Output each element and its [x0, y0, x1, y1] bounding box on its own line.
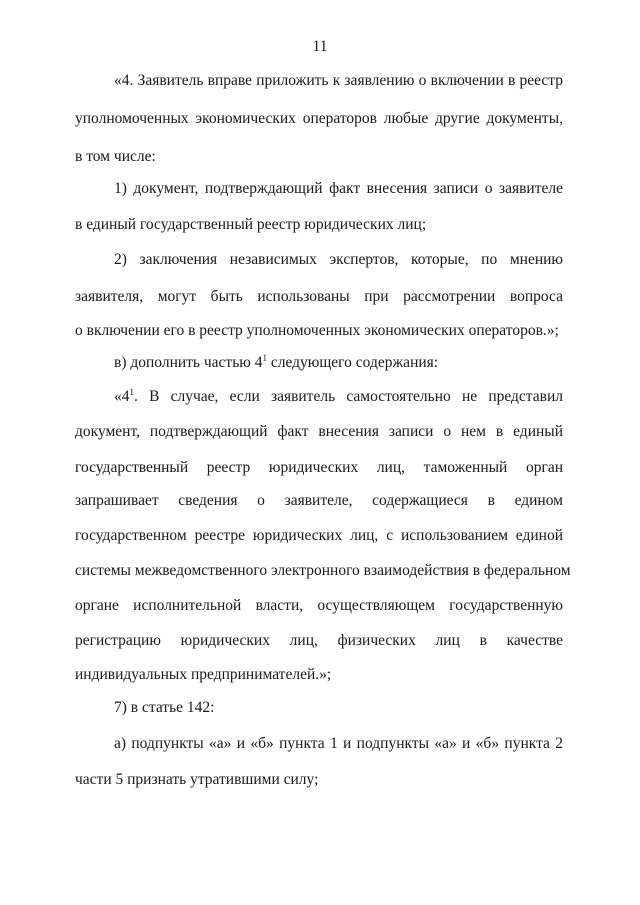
text-line-with-superscript	[114, 354, 563, 372]
text-line: части 5 признать утратившими силу;	[75, 771, 319, 788]
text-line: заявителя, могут быть использованы при рассмотрении вопроса	[75, 288, 563, 305]
text-fragment: следующего содержания:	[266, 354, 439, 371]
text-line: государственном реестре юридических лиц, с использованием единой	[75, 527, 563, 544]
text-line: в единый государственный реестр юридических лиц;	[75, 216, 427, 233]
text-line: органе исполнительной власти, осуществляющем государственную	[75, 597, 563, 614]
text-line: о включении его в реестр уполномоченных экономических операторов.»;	[75, 322, 559, 339]
text-line: 2) заключения независимых экспертов, которые, по мнению	[114, 251, 563, 268]
text-fragment: «4	[114, 388, 130, 405]
text-line: 7) в статье 142:	[114, 699, 215, 716]
superscript: 1	[129, 387, 134, 397]
text-line: а) подпункты «а» и «б» пункта 1 и подпункты «а» и «б» пункта 2	[114, 735, 563, 752]
text-line: 1) документ, подтверждающий факт внесения записи о заявителе	[114, 180, 563, 197]
text-line: государственный реестр юридических лиц, таможенный орган	[75, 459, 563, 476]
text-fragment: в) дополнить частью 4	[114, 354, 263, 371]
superscript: 1	[262, 353, 267, 363]
text-line: регистрацию юридических лиц, физических лиц в качестве	[75, 632, 563, 649]
text-fragment: . В случае, если заявитель самостоятельно не представил	[134, 388, 563, 405]
text-line: документ, подтверждающий факт внесения записи о нем в единый	[75, 423, 563, 440]
text-line: индивидуальных предпринимателей.»;	[75, 666, 332, 683]
text-line: в том числе:	[75, 148, 156, 165]
text-line: «4. Заявитель вправе приложить к заявлению о включении в реестр	[114, 72, 563, 89]
text-line: запрашивает сведения о заявителе, содержащиеся в едином	[75, 492, 563, 509]
text-line: системы межведомственного электронного взаимодействия в федеральном	[75, 562, 571, 579]
text-line-with-superscript	[114, 388, 563, 406]
page-number: 11	[312, 38, 328, 55]
text-line: уполномоченных экономических операторов любые другие документы,	[75, 110, 563, 127]
